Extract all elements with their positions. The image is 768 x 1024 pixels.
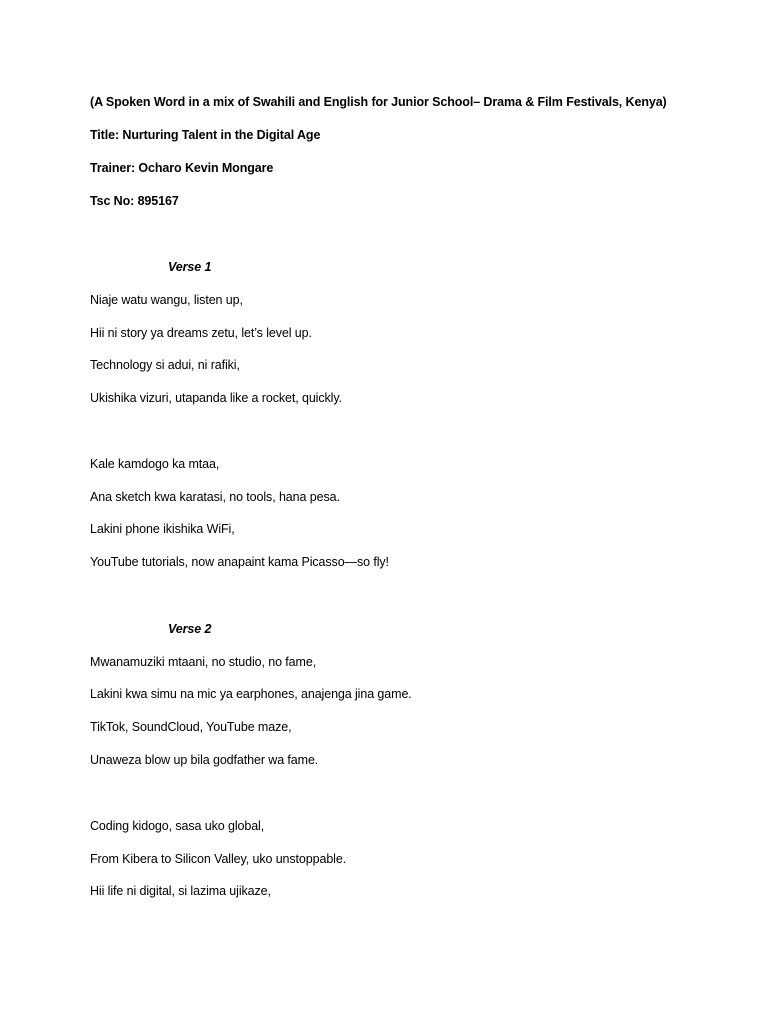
verse-line: Lakini phone ikishika WiFi,	[90, 522, 235, 536]
verse-line: Kale kamdogo ka mtaa,	[90, 457, 220, 471]
verse-line: YouTube tutorials, now anapaint kama Picasso—so fly!	[90, 555, 389, 569]
verse-line: Lakini kwa simu na mic ya earphones, anajenga jina game.	[90, 687, 412, 701]
verse-line: Coding kidogo, sasa uko global,	[90, 819, 265, 833]
verse-line: Mwanamuziki mtaani, no studio, no fame,	[90, 655, 317, 669]
verse-2-heading: Verse 2	[168, 622, 212, 636]
verse-line: Ana sketch kwa karatasi, no tools, hana pesa.	[90, 490, 340, 504]
verse-line: Ukishika vizuri, utapanda like a rocket, quickly.	[90, 391, 342, 405]
verse-line: TikTok, SoundCloud, YouTube maze,	[90, 720, 292, 734]
verse-line: From Kibera to Silicon Valley, uko unstoppable.	[90, 852, 347, 866]
document-subtitle: (A Spoken Word in a mix of Swahili and English for Junior School– Drama & Film Festivals, Kenya)	[90, 95, 667, 109]
verse-line: Hii life ni digital, si lazima ujikaze,	[90, 884, 271, 898]
verse-line: Technology si adui, ni rafiki,	[90, 358, 240, 372]
tsc-number: Tsc No: 895167	[90, 194, 179, 208]
verse-line: Hii ni story ya dreams zetu, let’s level up.	[90, 326, 312, 340]
verse-line: Niaje watu wangu, listen up,	[90, 293, 243, 307]
document-title: Title: Nurturing Talent in the Digital Age	[90, 128, 321, 142]
verse-line: Unaweza blow up bila godfather wa fame.	[90, 753, 319, 767]
verse-1-heading: Verse 1	[168, 260, 212, 274]
trainer-name: Trainer: Ocharo Kevin Mongare	[90, 161, 274, 175]
